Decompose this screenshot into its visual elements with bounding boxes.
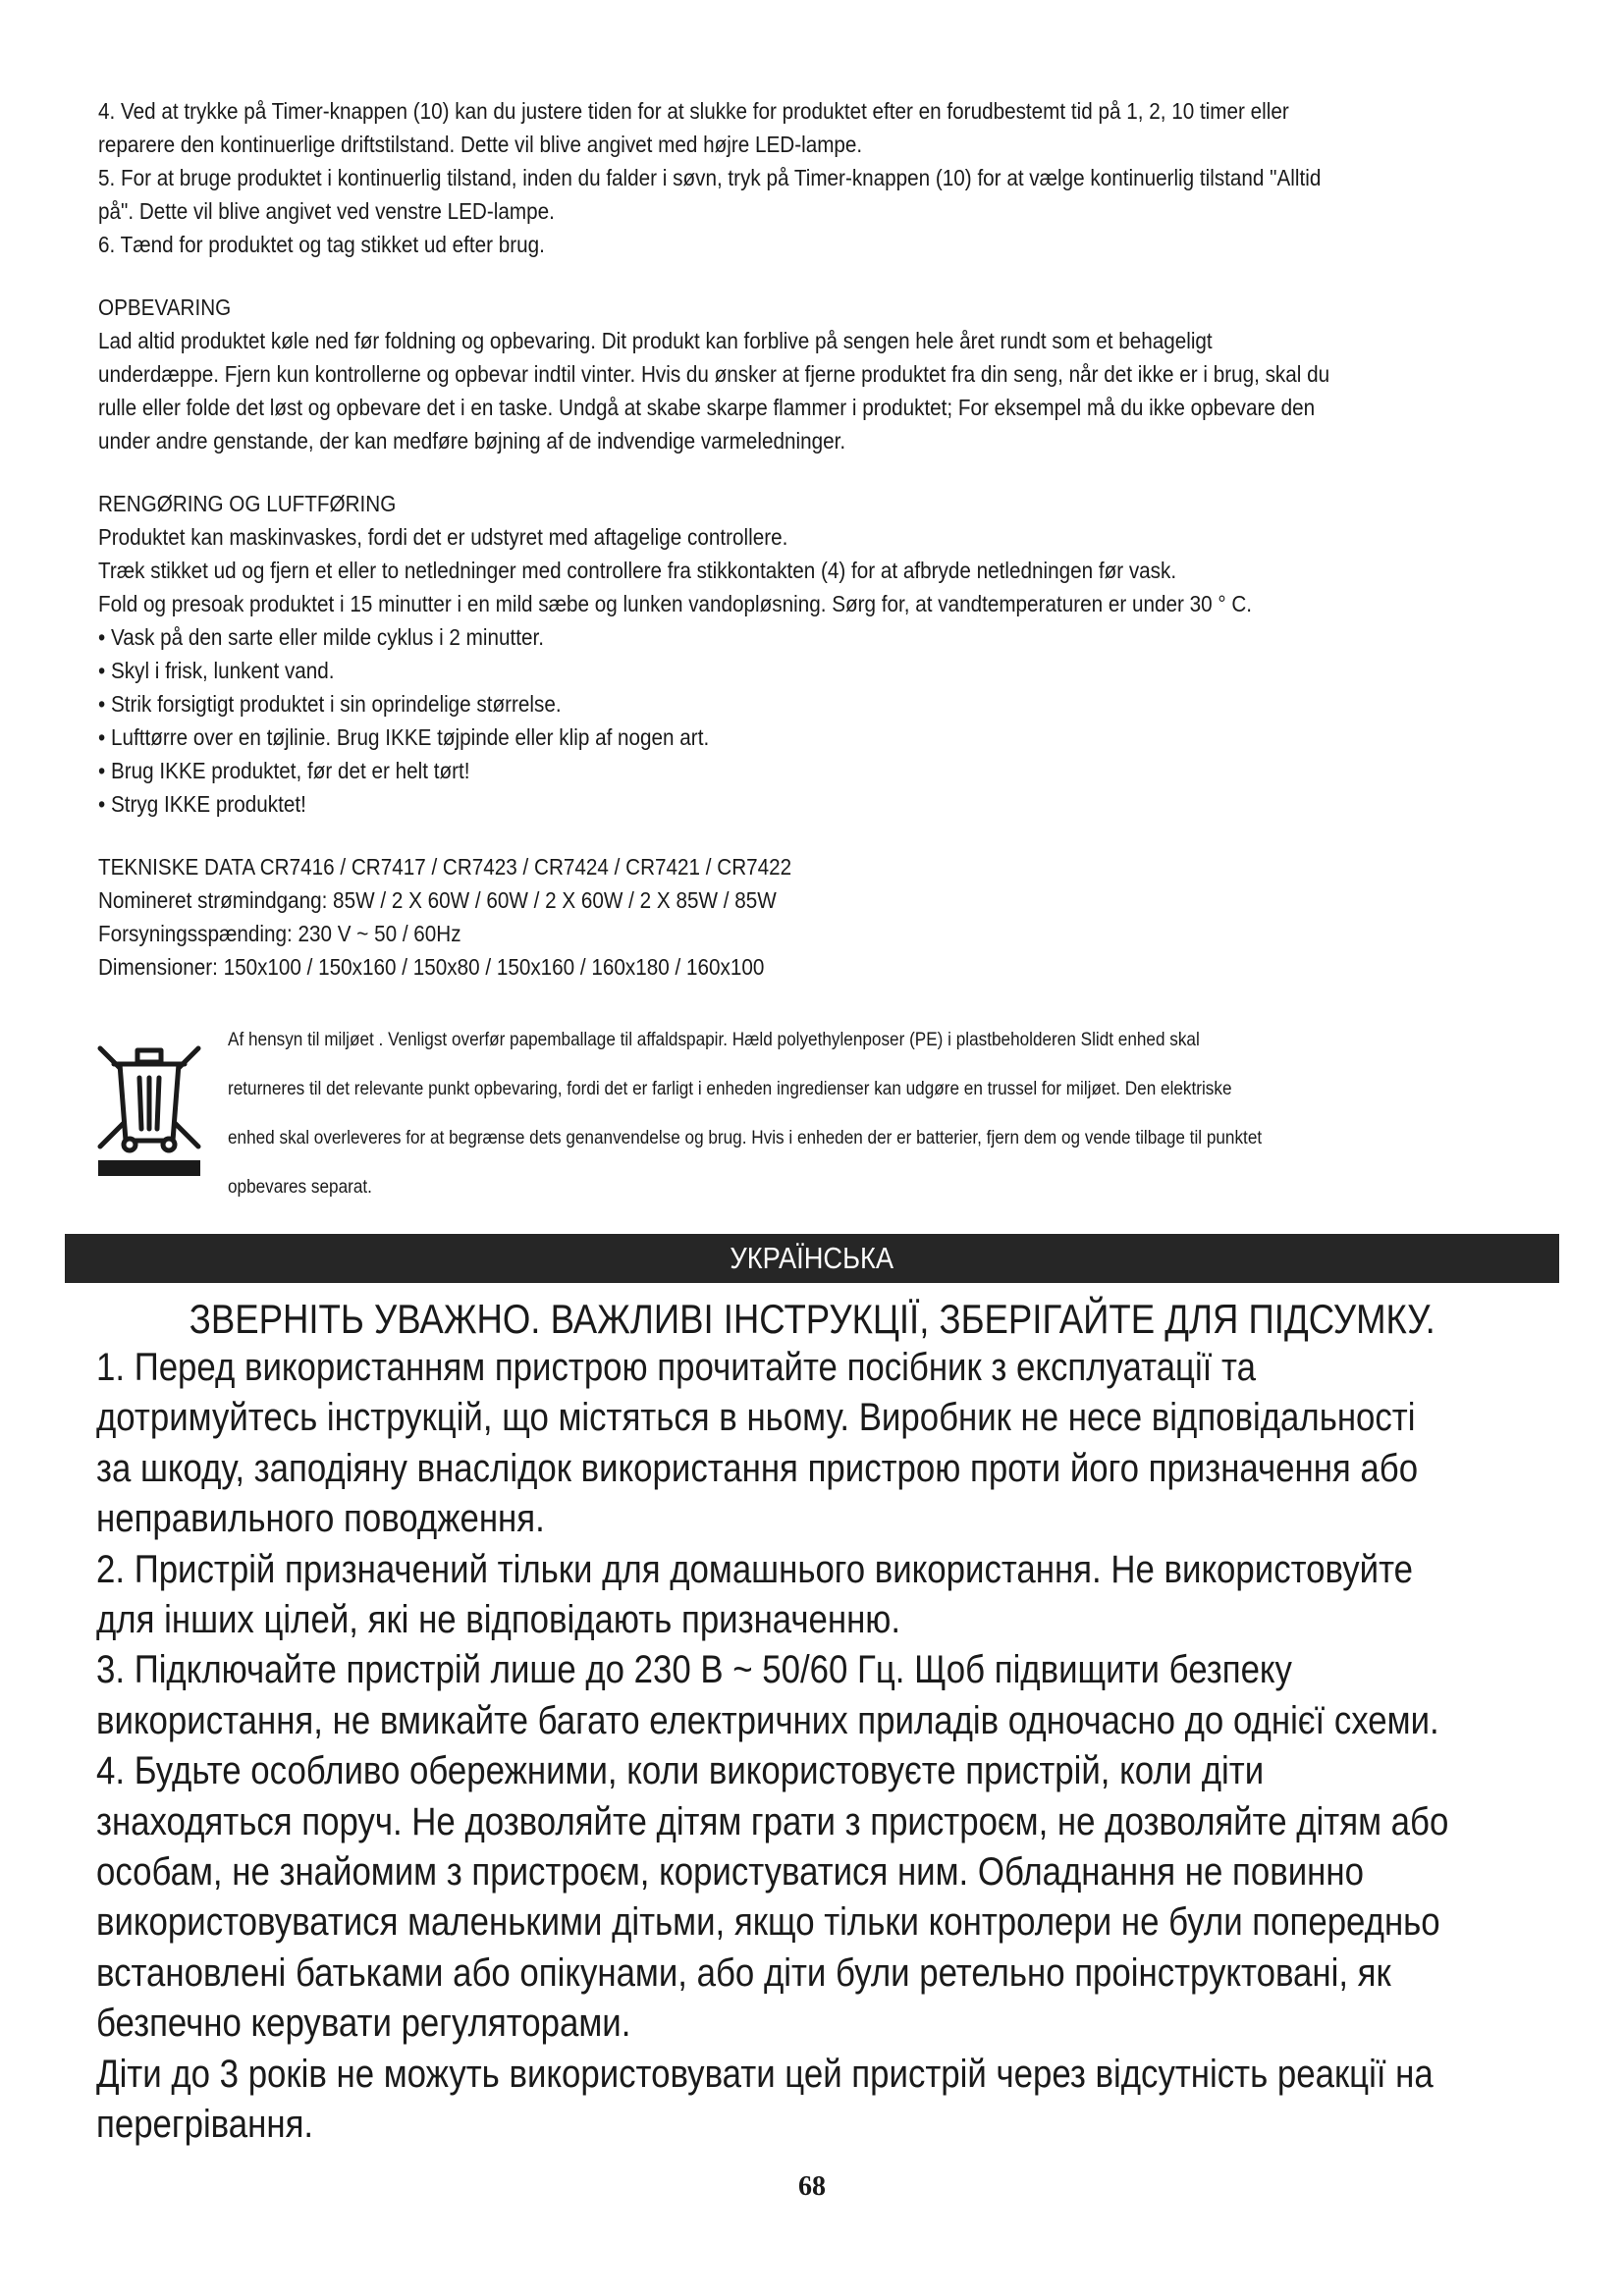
uk-line: 2. Пристрій призначений тільки для домашнього використання. Не використовуйте bbox=[96, 1547, 1413, 1591]
cleaning-line: Træk stikket ud og fjern et eller to netledninger med controllere fra stikkontakten (4) for at afbryde netledningen før vask. bbox=[98, 558, 1177, 583]
uk-line: 3. Підключайте пристрій лише до 230 В ~ 50/60 Гц. Щоб підвищити безпеку bbox=[96, 1648, 1292, 1692]
uk-line: безпечно керувати регуляторами. bbox=[96, 2002, 631, 2046]
uk-line: особам, не знайомим з пристроєм, користуватися ним. Обладнання не повинно bbox=[96, 1850, 1364, 1895]
ukrainian-section-header bbox=[65, 1234, 1559, 1283]
da-step-line: på". Dette vil blive angivet ved venstre LED-lampe. bbox=[98, 198, 555, 224]
da-step-line: 4. Ved at trykke på Timer-knappen (10) kan du justere tiden for at slukke for produktet efter en forudbestemt tid på 1, 2, 10 timer eller bbox=[98, 98, 1289, 124]
cleaning-line: Fold og presoak produktet i 15 minutter i en mild sæbe og lunken vandopløsning. Sørg for, at vandtemperaturen er under 30 ° C. bbox=[98, 591, 1253, 616]
uk-line: для інших цілей, які не відповідають призначенню. bbox=[96, 1598, 901, 1642]
uk-line: використовуватися маленькими дітьми, якщо тільки контролери не були попередньо bbox=[96, 1900, 1440, 1945]
uk-line: знаходяться поруч. Не дозволяйте дітям грати з пристроєм, не дозволяйте дітям або bbox=[96, 1799, 1449, 1843]
weee-line: returneres til det relevante punkt opbevaring, fordi det er farligt i enheden ingredienser kan udgøre en trussel for miljøet. Den elektriske bbox=[228, 1078, 1232, 1099]
cleaning-bullet: • Stryg IKKE produktet! bbox=[98, 791, 306, 817]
cleaning-bullet: • Strik forsigtigt produktet i sin oprindelige størrelse. bbox=[98, 691, 562, 717]
uk-line: встановлені батьками або опікунами, або діти були ретельно проінструктовані, як bbox=[96, 1950, 1391, 1995]
weee-line: Af hensyn til miljøet . Venligst overfør papemballage til affaldspapir. Hæld polyethylenposer (PE) i plastbeholderen Slidt enhed skal bbox=[228, 1029, 1200, 1050]
uk-line: за шкоду, заподіяну внаслідок використання пристрою проти його призначення або bbox=[96, 1446, 1419, 1490]
cleaning-heading: RENGØRING OG LUFTFØRING bbox=[98, 491, 397, 516]
storage-heading: OPBEVARING bbox=[98, 294, 232, 320]
tech-line: Nomineret strømindgang: 85W / 2 X 60W / 60W / 2 X 60W / 2 X 85W / 85W bbox=[98, 887, 777, 913]
storage-line: under andre genstande, der kan medføre bøjning af de indvendige varmeledninger. bbox=[98, 428, 846, 454]
cleaning-line: Produktet kan maskinvaskes, fordi det er udstyret med aftagelige controllere. bbox=[98, 524, 788, 550]
uk-line: перегрівання. bbox=[96, 2103, 314, 2147]
tech-line: Dimensioner: 150x100 / 150x160 / 150x80 / 150x160 / 160x180 / 160x100 bbox=[98, 954, 765, 980]
uk-line: 1. Перед використанням пристрою прочитайте посібник з експлуатації та bbox=[96, 1346, 1256, 1389]
da-step-line: reparere den kontinuerlige driftstilstand. Dette vil blive angivet med højre LED-lampe. bbox=[98, 132, 863, 157]
ukrainian-title-block bbox=[0, 1294, 1624, 1345]
weee-line: opbevares separat. bbox=[228, 1176, 372, 1198]
weee-disposal-notice bbox=[228, 1015, 1262, 1211]
storage-line: rulle eller folde det løst og opbevare det i en taske. Undgå at skabe skarpe flammer i produktet; For eksempel må du ikke opbevare den bbox=[98, 395, 1316, 420]
da-step-line: 6. Tænd for produktet og tag stikket ud efter brug. bbox=[98, 232, 545, 257]
cleaning-bullet: • Skyl i frisk, lunkent vand. bbox=[98, 658, 335, 683]
tech-line: Forsyningsspænding: 230 V ~ 50 / 60Hz bbox=[98, 921, 461, 946]
cleaning-bullet: • Brug IKKE produktet, før det er helt tørt! bbox=[98, 758, 470, 783]
weee-crossed-bin-icon bbox=[94, 1039, 204, 1178]
tech-heading: TEKNISKE DATA CR7416 / CR7417 / CR7423 / CR7424 / CR7421 / CR7422 bbox=[98, 854, 792, 880]
section-label: УКРАЇНСЬКА bbox=[730, 1241, 894, 1275]
uk-line: 4. Будьте особливо обережними, коли використовуєте пристрій, коли діти bbox=[96, 1749, 1265, 1793]
weee-line: enhed skal overleveres for at begrænse dets genanvendelse og brug. Hvis i enheden der er batterier, fjern dem og vende tilbage til punktet bbox=[228, 1127, 1263, 1148]
uk-line: використання, не вмикайте багато електричних приладів одночасно до однієї схеми. bbox=[96, 1698, 1439, 1742]
storage-line: underdæppe. Fjern kun kontrollerne og opbevar indtil vinter. Hvis du ønsker at fjerne produktet fra din seng, når det ikke er i brug, skal du bbox=[98, 361, 1330, 387]
cleaning-bullet: • Vask på den sarte eller milde cyklus i 2 minutter. bbox=[98, 624, 544, 650]
uk-line: Діти до 3 років не можуть використовувати цей пристрій через відсутність реакції на bbox=[96, 2052, 1434, 2096]
cleaning-bullet: • Lufttørre over en tøjlinie. Brug IKKE tøjpinde eller klip af nogen art. bbox=[98, 724, 710, 750]
danish-instructions-block bbox=[98, 94, 1394, 984]
uk-line: дотримуйтесь інструкцій, що містяться в ньому. Виробник не несе відповідальності bbox=[96, 1396, 1416, 1440]
storage-line: Lad altid produktet køle ned før foldning og opbevaring. Dit produkt kan forblive på sengen hele året rundt som et behageligt bbox=[98, 328, 1213, 353]
ukrainian-instructions-block bbox=[96, 1343, 1548, 2151]
ukrainian-title: ЗВЕРНІТЬ УВАЖНО. ВАЖЛИВІ ІНСТРУКЦІЇ, ЗБЕРІГАЙТЕ ДЛЯ ПІДСУМКУ. bbox=[189, 1296, 1435, 1342]
uk-line: неправильного поводження. bbox=[96, 1497, 545, 1541]
page-number: 68 bbox=[798, 2171, 826, 2202]
da-step-line: 5. For at bruge produktet i kontinuerlig tilstand, inden du falder i søvn, tryk på Timer-knappen (10) for at vælge kontinuerlig tilstand "Alltid bbox=[98, 165, 1322, 190]
